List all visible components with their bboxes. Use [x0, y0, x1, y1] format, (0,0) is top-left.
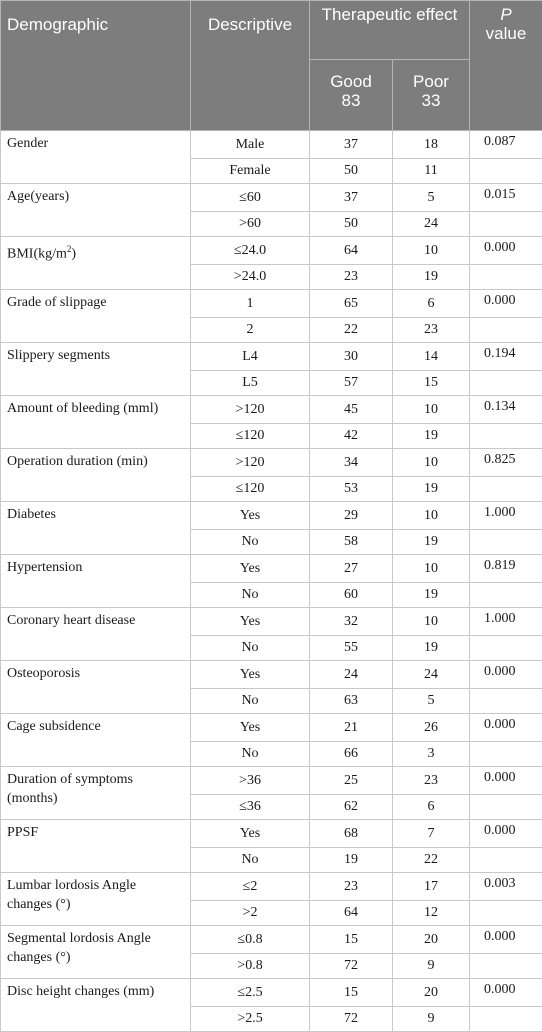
- row-demographic-name: Disc height changes (mm): [1, 979, 191, 1032]
- header-good: [310, 60, 393, 131]
- p-value-cell: 0.825: [470, 449, 542, 477]
- poor-count-cell: 19: [393, 636, 470, 661]
- header-therapeutic-effect: Therapeutic effect: [310, 1, 470, 60]
- good-count-cell: 64: [310, 901, 393, 926]
- poor-count-cell: 22: [393, 848, 470, 873]
- poor-count-cell: 10: [393, 555, 470, 583]
- poor-count-cell: 10: [393, 449, 470, 477]
- good-count-cell: 66: [310, 742, 393, 767]
- poor-count-cell: 3: [393, 742, 470, 767]
- good-count-cell: 30: [310, 343, 393, 371]
- poor-count-cell: 24: [393, 661, 470, 689]
- row-demographic-name: Age(years): [1, 184, 191, 237]
- header-poor-n: 33: [422, 91, 441, 110]
- poor-count-cell: 10: [393, 396, 470, 424]
- good-count-cell: 60: [310, 583, 393, 608]
- poor-count-cell: 5: [393, 689, 470, 714]
- good-count-cell: 21: [310, 714, 393, 742]
- descriptive-cell: No: [191, 742, 310, 767]
- poor-count-cell: 9: [393, 954, 470, 979]
- descriptive-cell: ≤60: [191, 184, 310, 212]
- poor-count-cell: 10: [393, 608, 470, 636]
- poor-count-cell: 19: [393, 530, 470, 555]
- poor-count-cell: 19: [393, 265, 470, 290]
- good-count-cell: 32: [310, 608, 393, 636]
- good-count-cell: 24: [310, 661, 393, 689]
- table-row: [1, 237, 542, 265]
- row-demographic-name: Coronary heart disease: [1, 608, 191, 661]
- poor-count-cell: 5: [393, 184, 470, 212]
- descriptive-cell: L4: [191, 343, 310, 371]
- p-value-empty-cell: [470, 901, 542, 926]
- descriptive-cell: ≤120: [191, 424, 310, 449]
- table-row: [1, 661, 542, 689]
- poor-count-cell: 20: [393, 926, 470, 954]
- table-header: [1, 1, 542, 131]
- poor-count-cell: 9: [393, 1007, 470, 1032]
- p-value-empty-cell: [470, 530, 542, 555]
- p-value-cell: 0.000: [470, 767, 542, 795]
- good-count-cell: 19: [310, 848, 393, 873]
- poor-count-cell: 15: [393, 371, 470, 396]
- header-good-label: Good: [330, 72, 372, 91]
- poor-count-cell: 26: [393, 714, 470, 742]
- good-count-cell: 22: [310, 318, 393, 343]
- descriptive-cell: No: [191, 689, 310, 714]
- header-good-n: 83: [342, 91, 361, 110]
- poor-count-cell: 19: [393, 477, 470, 502]
- poor-count-cell: 6: [393, 795, 470, 820]
- header-demographic: Demographic: [1, 1, 191, 131]
- table-row: [1, 767, 542, 795]
- good-count-cell: 27: [310, 555, 393, 583]
- p-value-empty-cell: [470, 689, 542, 714]
- p-value-empty-cell: [470, 477, 542, 502]
- descriptive-cell: >36: [191, 767, 310, 795]
- descriptive-cell: No: [191, 530, 310, 555]
- good-count-cell: 53: [310, 477, 393, 502]
- p-value-cell: 1.000: [470, 502, 542, 530]
- p-value-cell: 0.134: [470, 396, 542, 424]
- table-row: [1, 926, 542, 954]
- good-count-cell: 23: [310, 873, 393, 901]
- descriptive-cell: Female: [191, 159, 310, 184]
- p-value-empty-cell: [470, 1007, 542, 1032]
- p-value-empty-cell: [470, 795, 542, 820]
- header-poor-label: Poor: [413, 72, 449, 91]
- table-body: [1, 131, 542, 1032]
- descriptive-cell: No: [191, 636, 310, 661]
- good-count-cell: 64: [310, 237, 393, 265]
- row-demographic-name: PPSF: [1, 820, 191, 873]
- p-value-empty-cell: [470, 371, 542, 396]
- p-value-cell: 0.000: [470, 661, 542, 689]
- descriptive-cell: 2: [191, 318, 310, 343]
- good-count-cell: 37: [310, 131, 393, 159]
- descriptive-cell: >0.8: [191, 954, 310, 979]
- table-row: [1, 343, 542, 371]
- table-row: [1, 873, 542, 901]
- p-value-empty-cell: [470, 848, 542, 873]
- descriptive-cell: Male: [191, 131, 310, 159]
- header-poor: [393, 60, 470, 131]
- good-count-cell: 15: [310, 979, 393, 1007]
- descriptive-cell: >2: [191, 901, 310, 926]
- row-demographic-name: Duration of symptoms (months): [1, 767, 191, 820]
- row-demographic-name: Lumbar lordosis Angle changes (°): [1, 873, 191, 926]
- descriptive-cell: Yes: [191, 714, 310, 742]
- descriptive-cell: No: [191, 848, 310, 873]
- p-value-cell: 0.015: [470, 184, 542, 212]
- descriptive-cell: >120: [191, 449, 310, 477]
- poor-count-cell: 6: [393, 290, 470, 318]
- poor-count-cell: 23: [393, 318, 470, 343]
- p-value-cell: 0.000: [470, 237, 542, 265]
- row-demographic-name: Hypertension: [1, 555, 191, 608]
- table-row: [1, 608, 542, 636]
- row-demographic-name: [1, 237, 191, 290]
- p-value-empty-cell: [470, 742, 542, 767]
- descriptive-cell: Yes: [191, 502, 310, 530]
- p-value-cell: 0.000: [470, 820, 542, 848]
- good-count-cell: 57: [310, 371, 393, 396]
- good-count-cell: 63: [310, 689, 393, 714]
- good-count-cell: 72: [310, 954, 393, 979]
- header-p-value: [470, 1, 542, 131]
- poor-count-cell: 19: [393, 424, 470, 449]
- descriptive-cell: >60: [191, 212, 310, 237]
- p-value-cell: 0.000: [470, 979, 542, 1007]
- good-count-cell: 42: [310, 424, 393, 449]
- p-value-empty-cell: [470, 954, 542, 979]
- good-count-cell: 34: [310, 449, 393, 477]
- descriptive-cell: Yes: [191, 661, 310, 689]
- descriptive-cell: >120: [191, 396, 310, 424]
- p-value-empty-cell: [470, 212, 542, 237]
- good-count-cell: 50: [310, 212, 393, 237]
- row-demographic-name: Operation duration (min): [1, 449, 191, 502]
- header-p-letter: P: [500, 5, 511, 24]
- table-row: [1, 714, 542, 742]
- descriptive-cell: >2.5: [191, 1007, 310, 1032]
- good-count-cell: 15: [310, 926, 393, 954]
- good-count-cell: 29: [310, 502, 393, 530]
- poor-count-cell: 10: [393, 237, 470, 265]
- row-name-text-end: ): [71, 247, 76, 262]
- p-value-cell: 0.087: [470, 131, 542, 159]
- row-demographic-name: Cage subsidence: [1, 714, 191, 767]
- p-value-empty-cell: [470, 424, 542, 449]
- p-value-empty-cell: [470, 583, 542, 608]
- good-count-cell: 45: [310, 396, 393, 424]
- table-row: [1, 290, 542, 318]
- descriptive-cell: L5: [191, 371, 310, 396]
- p-value-empty-cell: [470, 318, 542, 343]
- descriptive-cell: ≤2.5: [191, 979, 310, 1007]
- table-row: [1, 449, 542, 477]
- good-count-cell: 37: [310, 184, 393, 212]
- table-row: [1, 979, 542, 1007]
- p-value-cell: 0.000: [470, 926, 542, 954]
- p-value-empty-cell: [470, 265, 542, 290]
- poor-count-cell: 23: [393, 767, 470, 795]
- p-value-cell: 0.000: [470, 290, 542, 318]
- row-demographic-name: Slippery segments: [1, 343, 191, 396]
- table-row: [1, 502, 542, 530]
- p-value-cell: 1.000: [470, 608, 542, 636]
- table-row: [1, 555, 542, 583]
- p-value-cell: 0.000: [470, 714, 542, 742]
- poor-count-cell: 10: [393, 502, 470, 530]
- table-row: [1, 396, 542, 424]
- table-row: [1, 820, 542, 848]
- row-demographic-name: Grade of slippage: [1, 290, 191, 343]
- row-demographic-name: Gender: [1, 131, 191, 184]
- header-descriptive: Descriptive: [191, 1, 310, 131]
- p-value-empty-cell: [470, 636, 542, 661]
- row-name-superscript: 2: [67, 244, 72, 254]
- header-value-word: value: [486, 24, 527, 43]
- table-row: [1, 131, 542, 159]
- descriptive-cell: Yes: [191, 608, 310, 636]
- poor-count-cell: 11: [393, 159, 470, 184]
- descriptive-cell: 1: [191, 290, 310, 318]
- poor-count-cell: 19: [393, 583, 470, 608]
- poor-count-cell: 14: [393, 343, 470, 371]
- poor-count-cell: 20: [393, 979, 470, 1007]
- descriptive-cell: >24.0: [191, 265, 310, 290]
- poor-count-cell: 17: [393, 873, 470, 901]
- good-count-cell: 50: [310, 159, 393, 184]
- poor-count-cell: 7: [393, 820, 470, 848]
- descriptive-cell: ≤2: [191, 873, 310, 901]
- descriptive-cell: No: [191, 583, 310, 608]
- descriptive-cell: Yes: [191, 820, 310, 848]
- good-count-cell: 58: [310, 530, 393, 555]
- good-count-cell: 25: [310, 767, 393, 795]
- p-value-cell: 0.819: [470, 555, 542, 583]
- row-demographic-name: Osteoporosis: [1, 661, 191, 714]
- p-value-cell: 0.003: [470, 873, 542, 901]
- good-count-cell: 72: [310, 1007, 393, 1032]
- row-name-text: BMI(kg/m: [7, 247, 67, 262]
- descriptive-cell: ≤36: [191, 795, 310, 820]
- poor-count-cell: 12: [393, 901, 470, 926]
- p-value-cell: 0.194: [470, 343, 542, 371]
- good-count-cell: 68: [310, 820, 393, 848]
- row-demographic-name: Segmental lordosis Angle changes (°): [1, 926, 191, 979]
- row-demographic-name: Diabetes: [1, 502, 191, 555]
- good-count-cell: 62: [310, 795, 393, 820]
- good-count-cell: 65: [310, 290, 393, 318]
- poor-count-cell: 18: [393, 131, 470, 159]
- good-count-cell: 55: [310, 636, 393, 661]
- descriptive-cell: ≤0.8: [191, 926, 310, 954]
- descriptive-cell: ≤24.0: [191, 237, 310, 265]
- descriptive-cell: ≤120: [191, 477, 310, 502]
- good-count-cell: 23: [310, 265, 393, 290]
- descriptive-cell: Yes: [191, 555, 310, 583]
- table-row: [1, 184, 542, 212]
- row-demographic-name: Amount of bleeding (mml): [1, 396, 191, 449]
- p-value-empty-cell: [470, 159, 542, 184]
- poor-count-cell: 24: [393, 212, 470, 237]
